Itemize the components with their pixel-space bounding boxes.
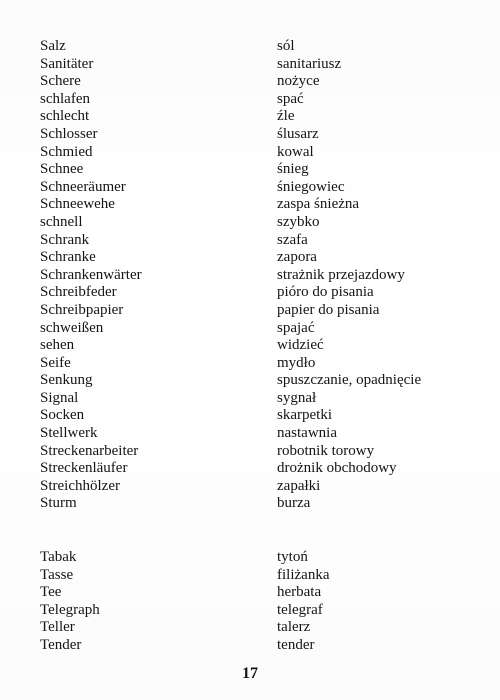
polish-translation: spuszczanie, opadnięcie (277, 372, 422, 389)
entry-row (40, 38, 480, 56)
entry-row (40, 637, 480, 655)
entry-row (40, 460, 480, 478)
polish-translation: szafa (277, 231, 308, 248)
entry-row (40, 196, 480, 214)
german-term: schlafen (40, 90, 90, 107)
polish-translation: telegraf (277, 601, 323, 618)
german-term: Streichhölzer (40, 477, 120, 494)
entry-row (40, 232, 480, 250)
polish-translation: nożyce (277, 73, 320, 90)
german-term: Tabak (40, 549, 77, 566)
german-term: Senkung (40, 372, 93, 389)
german-term: Signal (40, 389, 79, 406)
german-term: Schneeräumer (40, 178, 126, 195)
entry-row (40, 355, 480, 373)
entry-row (40, 602, 480, 620)
polish-translation: drożnik obchodowy (277, 460, 397, 477)
german-term: Schranke (40, 249, 96, 266)
polish-translation: herbata (277, 584, 322, 601)
entry-row (40, 443, 480, 461)
entry-row (40, 372, 480, 390)
entry-row (40, 425, 480, 443)
german-term: Schlosser (40, 125, 98, 142)
page-number: 17 (242, 665, 258, 682)
polish-translation: śnieg (277, 161, 309, 178)
entry-row (40, 619, 480, 637)
german-term: schnell (40, 213, 83, 230)
polish-translation: pióro do pisania (277, 284, 374, 301)
german-term: Schmied (40, 143, 93, 160)
german-term: Tasse (40, 566, 74, 583)
german-term: Sturm (40, 495, 77, 512)
entry-row (40, 126, 480, 144)
german-term: Streckenarbeiter (40, 442, 139, 459)
polish-translation: burza (277, 495, 311, 512)
polish-translation: śniegowiec (277, 178, 345, 195)
german-term: Schreibpapier (40, 301, 124, 318)
polish-translation: robotnik torowy (277, 442, 375, 459)
entry-row (40, 567, 480, 585)
german-term: Salz (40, 38, 66, 54)
entry-row (40, 390, 480, 408)
polish-translation: źle (277, 108, 295, 125)
polish-translation: papier do pisania (277, 301, 380, 318)
polish-translation: tender (277, 637, 315, 653)
polish-translation: strażnik przejazdowy (277, 266, 405, 283)
entry-row (40, 549, 480, 567)
entry-row (40, 337, 480, 355)
german-term: Streckenläufer (40, 460, 128, 477)
polish-translation: talerz (277, 619, 311, 636)
german-term: Stellwerk (40, 425, 98, 442)
german-term: Tender (40, 637, 82, 653)
polish-translation: tytoń (277, 549, 308, 566)
polish-translation: filiżanka (277, 566, 330, 583)
entry-row (40, 179, 480, 197)
german-term: Schere (40, 73, 81, 90)
polish-translation: skarpetki (277, 407, 332, 424)
german-term: schweißen (40, 319, 104, 336)
german-term: Tee (40, 584, 62, 601)
entry-row (40, 161, 480, 179)
entry-row (40, 320, 480, 338)
entry-row (40, 73, 480, 91)
polish-translation: zapora (277, 249, 317, 266)
german-term: sehen (40, 337, 75, 354)
german-term: Schneewehe (40, 196, 115, 213)
entry-row (40, 91, 480, 109)
entry-row (40, 495, 480, 513)
polish-translation: spać (277, 90, 304, 107)
entry-row (40, 584, 480, 602)
entry-row (40, 478, 480, 496)
entry-row (40, 144, 480, 162)
polish-translation: zapałki (277, 477, 321, 494)
polish-translation: szybko (277, 213, 320, 230)
entry-row (40, 249, 480, 267)
polish-translation: sól (277, 38, 295, 54)
german-term: Teller (40, 619, 75, 636)
entry-row (40, 284, 480, 302)
polish-translation: mydło (277, 354, 316, 371)
german-term: schlecht (40, 108, 90, 125)
entry-list (40, 38, 480, 655)
german-term: Schrank (40, 231, 90, 248)
polish-translation: kowal (277, 143, 314, 160)
entry-row (40, 407, 480, 425)
polish-translation: spajać (277, 319, 315, 336)
german-term: Schrankenwärter (40, 266, 142, 283)
polish-translation: sanitariusz (277, 55, 342, 72)
german-term: Seife (40, 354, 71, 371)
polish-translation: zaspa śnieżna (277, 196, 360, 213)
polish-translation: ślusarz (277, 125, 319, 142)
entry-row (40, 302, 480, 320)
entry-row (40, 267, 480, 285)
german-term: Socken (40, 407, 85, 424)
entry-row (40, 56, 480, 74)
polish-translation: widzieć (277, 337, 324, 354)
polish-translation: nastawnia (277, 425, 337, 442)
polish-translation: sygnał (277, 389, 317, 406)
german-term: Telegraph (40, 601, 100, 618)
entry-row (40, 108, 480, 126)
german-term: Sanitäter (40, 55, 94, 72)
german-term: Schreibfeder (40, 284, 117, 301)
entry-row (40, 214, 480, 232)
german-term: Schnee (40, 161, 84, 178)
